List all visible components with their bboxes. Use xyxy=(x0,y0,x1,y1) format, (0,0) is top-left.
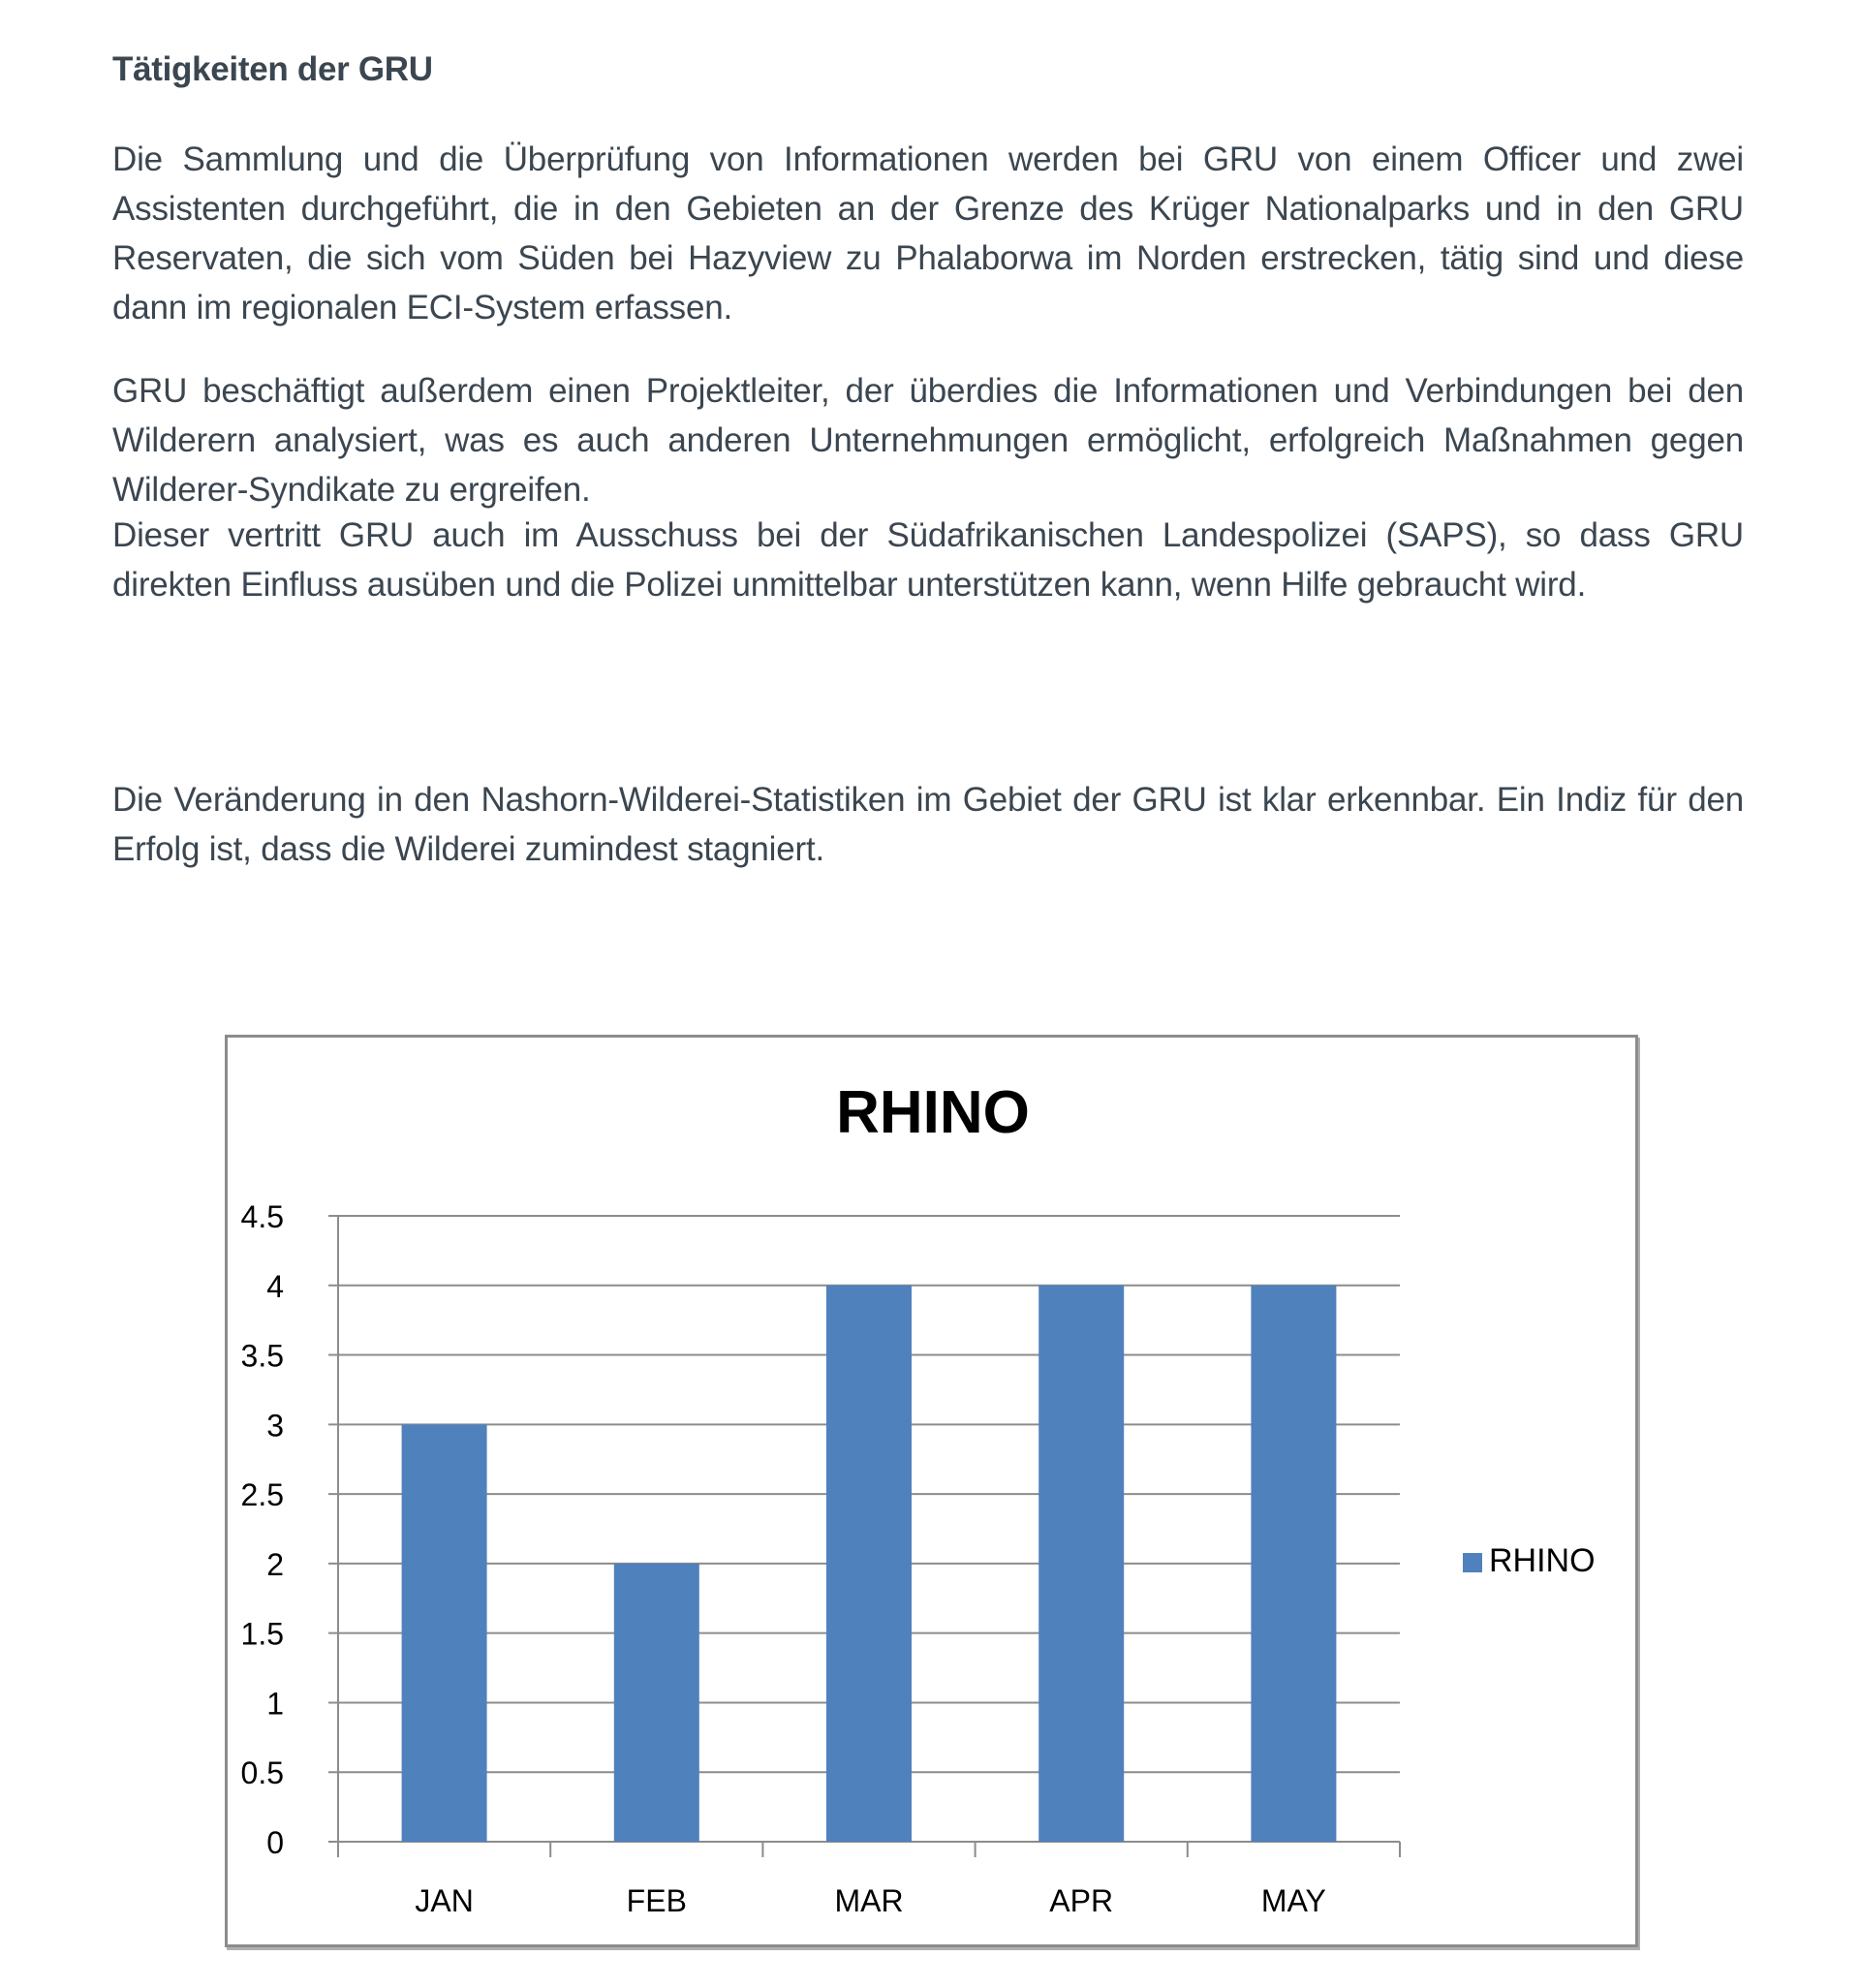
section-heading: Tätigkeiten der GRU xyxy=(112,50,433,88)
chart-title: RHINO xyxy=(836,1079,1030,1146)
x-tick-label: FEB xyxy=(626,1883,687,1918)
bar-mar xyxy=(826,1286,912,1842)
paragraph-information-collection: Die Sammlung und die Überprüfung von Informationen werden bei GRU von einem Officer und zwei Assistenten durchgeführt, die in den Gebieten an der Grenze des Krüger Nationalparks und in den GRU Reservaten, die sich vom Süden bei Hazyview zu Phalaborwa im Norden erstrecken, tätig sind und diese dann im regionalen ECI-System erfassen. xyxy=(112,140,1744,326)
y-tick-label: 1.5 xyxy=(240,1616,284,1652)
bar-jan xyxy=(402,1424,487,1842)
legend-swatch xyxy=(1463,1553,1482,1572)
x-tick-label: JAN xyxy=(415,1883,474,1918)
bar-apr xyxy=(1038,1286,1124,1842)
chart-svg xyxy=(228,1038,1635,1944)
y-tick-label: 0 xyxy=(266,1825,284,1860)
y-tick-label: 3 xyxy=(266,1408,284,1444)
chart-legend xyxy=(1463,1542,1596,1579)
x-tick-label: MAR xyxy=(834,1883,904,1918)
x-tick-label: APR xyxy=(1049,1883,1114,1918)
x-tick-label: MAY xyxy=(1260,1883,1326,1918)
y-tick-label: 3.5 xyxy=(240,1338,284,1374)
y-tick-label: 2 xyxy=(266,1546,284,1582)
y-tick-label: 1 xyxy=(266,1686,284,1722)
bar-may xyxy=(1251,1286,1336,1842)
y-tick-label: 4 xyxy=(266,1268,284,1304)
legend-label: RHINO xyxy=(1489,1542,1596,1579)
y-tick-label: 0.5 xyxy=(240,1755,284,1791)
paragraph-statistics-summary: Die Veränderung in den Nashorn-Wilderei-Statistiken im Gebiet der GRU ist klar erkennbar. Ein Indiz für den Erfolg ist, dass die Wilderei zumindest stagniert. xyxy=(112,781,1744,868)
bar-feb xyxy=(614,1564,699,1842)
paragraph-saps-committee: Dieser vertritt GRU auch im Ausschuss bei der Südafrikanischen Landespolizei (SAPS), so dass GRU direkten Einfluss ausüben und die Polizei unmittelbar unterstützen kann, wenn Hilfe gebraucht wird. xyxy=(112,516,1744,604)
rhino-chart xyxy=(225,1035,1638,1947)
y-tick-label: 4.5 xyxy=(240,1199,284,1234)
y-tick-label: 2.5 xyxy=(240,1477,284,1513)
paragraph-project-leader: GRU beschäftigt außerdem einen Projektleiter, der überdies die Informationen und Verbindungen bei den Wilderern analysiert, was es auch anderen Unternehmungen ermöglicht, erfolgreich Maßnahmen gegen Wilderer-Syndikate zu ergreifen. xyxy=(112,372,1744,509)
